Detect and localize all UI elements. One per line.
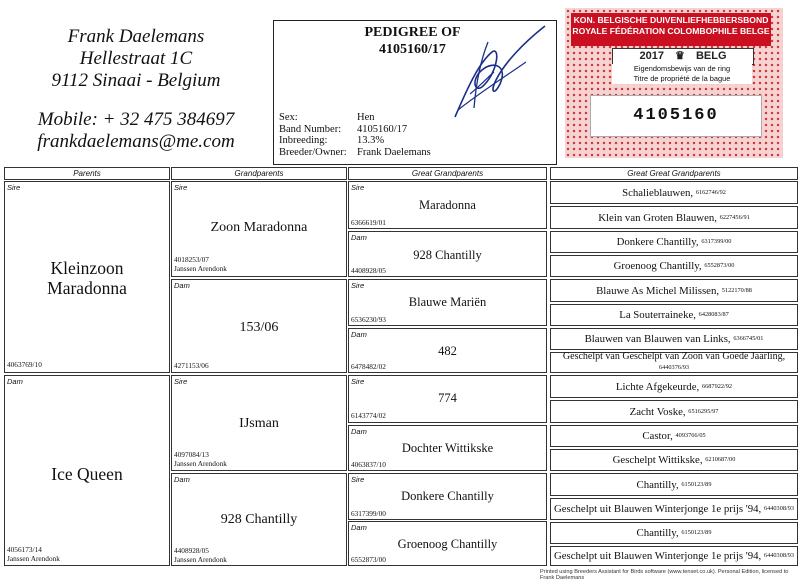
ggg-7-name: Blauwen van Blauwen van Links, <box>584 333 731 345</box>
ggg-6-name: La Souterraineke, <box>619 309 696 321</box>
ggg-9-name: Lichte Afgekeurde, <box>615 380 700 393</box>
ring-ownership <box>612 64 752 84</box>
great-grandparent-3 <box>348 279 547 326</box>
ggg-13-band: 6150123/89 <box>681 480 712 488</box>
ggg-14 <box>550 498 798 520</box>
ggg-10-name: Zacht Voske, <box>629 405 686 418</box>
great-grandparent-5-name: 774 <box>438 391 457 405</box>
ggg-11 <box>550 425 798 447</box>
great-grandparent-6-band: 4063837/10 <box>351 460 386 469</box>
parent-name <box>5 258 169 298</box>
ggg-12-band: 6210687/00 <box>705 456 736 463</box>
grandparent-3 <box>171 375 347 471</box>
grandparent-3-breeder: Janssen Arendonk <box>174 459 227 468</box>
ggg-5 <box>550 279 798 302</box>
ggg-3-band: 6317399/00 <box>701 238 732 245</box>
great-great-grandparents-column <box>550 181 798 566</box>
ggg-14-band: 6440308/93 <box>763 505 795 512</box>
sire-label: Sire <box>351 183 365 192</box>
great-grandparent-7-name: Donkere Chantilly <box>401 489 494 503</box>
dam-label: Dam <box>351 427 367 436</box>
dam-label: Dam <box>174 281 190 290</box>
ggg-11-band: 4093766/05 <box>675 432 706 439</box>
breeder-address <box>0 26 272 153</box>
grandparent-4-band: 4408928/05 <box>174 546 209 555</box>
sire-label: Sire <box>174 377 188 386</box>
ggg-9-band: 6687922/92 <box>701 382 733 390</box>
dam-label: Dam <box>351 233 367 242</box>
great-grandparent-4-name: 482 <box>438 344 457 358</box>
ring-org-french: ROYALE FÉDÉRATION COLOMBOPHILE BELGE <box>572 26 770 36</box>
ggg-10-band: 6516295/97 <box>688 407 719 415</box>
ggg-15 <box>550 522 798 544</box>
band-label: Band Number: <box>279 123 342 135</box>
ring-country: BELG <box>695 50 727 62</box>
great-grandparent-2-band: 4408928/05 <box>351 266 386 275</box>
pedigree-title-line2: 4105160/17 <box>379 42 446 57</box>
parent-dam-name: Ice Queen <box>51 464 123 484</box>
ggg-1 <box>550 181 798 204</box>
signature-scribble <box>430 22 550 132</box>
ggg-13 <box>550 473 798 496</box>
ggg-4 <box>550 255 798 277</box>
ggg-16 <box>550 546 798 566</box>
parent-sire-name-line1: Kleinzoon <box>50 258 124 278</box>
ggg-16-band: 6440308/93 <box>763 552 795 559</box>
great-grandparent-1 <box>348 181 547 229</box>
ggg-5-name: Blauwe As Michel Milissen, <box>596 284 720 297</box>
breeder-city: 9112 Sinaai - Belgium <box>51 70 221 91</box>
ggg-5-band: 5122170/88 <box>721 286 752 294</box>
great-grandparent-4-band: 6478482/02 <box>351 362 386 371</box>
pedigree-title-line1: PEDIGREE OF <box>364 25 461 40</box>
software-footer: Printed using Breeders Assistant for Birds software (www.tenset.co.uk). Personal Edition, licensed to Frank Daelemans <box>540 569 789 581</box>
sire-label: Sire <box>351 281 365 290</box>
sex-value: Hen <box>357 112 375 123</box>
grandparent-4-name: 928 Chantilly <box>220 512 298 527</box>
ggg-15-band: 6150123/89 <box>681 529 712 536</box>
ggg-3 <box>550 231 798 253</box>
header-grandparents: Grandparents <box>171 167 347 180</box>
ggg-4-band: 6552873/00 <box>704 262 735 269</box>
great-grandparent-8 <box>348 521 547 566</box>
dam-label: Dam <box>174 475 190 484</box>
breeder-email: frankdaelemans@me.com <box>37 131 235 152</box>
grandparent-3-name: IJsman <box>239 416 279 431</box>
great-grandparent-4 <box>348 328 547 373</box>
sire-label: Sire <box>351 475 365 484</box>
breeder-owner-label: Breeder/Owner: <box>279 146 347 158</box>
ggg-11-name: Castor, <box>642 430 673 442</box>
header-great-great-grandparents: Great Great Grandparents <box>550 167 798 180</box>
ring-year: 2017 <box>639 50 664 62</box>
dam-label: Dam <box>7 377 23 386</box>
sex-label: Sex: <box>279 112 298 123</box>
breeder-mobile: Mobile: + 32 475 384697 <box>37 109 235 130</box>
great-grandparent-6-name: Dochter Wittikske <box>401 441 494 455</box>
ring-owner-dutch: Eigendomsbewijs van de ring <box>633 64 731 73</box>
sire-label: Sire <box>7 183 21 192</box>
ggg-12-name: Geschelpt Wittikske, <box>612 454 703 466</box>
grandparent-1-band: 4018253/07 <box>174 255 209 264</box>
parent-sire-band: 4063769/10 <box>7 360 42 369</box>
great-grandparent-8-band: 6552873/00 <box>351 555 386 564</box>
pedigree-facts <box>279 112 431 158</box>
parent-dam-breeder: Janssen Arendonk <box>7 554 60 563</box>
ggg-1-name: Schalieblauwen, <box>622 186 694 199</box>
grandparent-4-breeder: Janssen Arendonk <box>174 555 227 564</box>
great-grandparent-2-name: 928 Chantilly <box>413 248 482 262</box>
grandparent-4 <box>171 473 347 566</box>
ggg-16-name: Geschelpt uit Blauwen Winterjonge 1e prijs '94, <box>553 550 762 562</box>
parent-sire <box>4 181 170 373</box>
ring-owner-french: Titre de propriété de la bague <box>633 73 731 83</box>
ggg-8-band: 6440376/93 <box>658 363 690 371</box>
ggg-15-name: Chantilly, <box>636 527 679 539</box>
crown-icon: ♛ <box>675 50 685 62</box>
ggg-2 <box>550 206 798 229</box>
ring-number: 4105160 <box>590 95 762 137</box>
great-grandparent-3-band: 6536230/93 <box>351 315 386 324</box>
ggg-9 <box>550 375 798 398</box>
grandparent-2-band: 4271153/06 <box>174 361 209 370</box>
ggg-1-band: 6162746/92 <box>695 188 726 196</box>
dam-label: Dam <box>351 523 367 532</box>
ring-certificate-header <box>571 13 771 46</box>
band-value: 4105160/17 <box>357 123 408 135</box>
ggg-10 <box>550 400 798 423</box>
ggg-6 <box>550 304 798 326</box>
ggg-6-band: 6428083/87 <box>698 311 729 318</box>
great-grandparent-7-band: 6317399/00 <box>351 509 386 518</box>
breeder-owner-value: Frank Daelemans <box>357 146 431 158</box>
ggg-3-name: Donkere Chantilly, <box>616 236 699 248</box>
header-parents: Parents <box>4 167 170 180</box>
grandparent-1-name: Zoon Maradonna <box>210 220 308 235</box>
header-great-grandparents: Great Grandparents <box>348 167 547 180</box>
inbreeding-value: 13.3% <box>357 135 385 147</box>
great-grandparent-5 <box>348 375 547 423</box>
ring-year-row <box>612 48 754 65</box>
parent-sire-name-line2: Maradonna <box>47 278 127 298</box>
great-grandparent-1-name: Maradonna <box>419 198 476 212</box>
dam-label: Dam <box>351 330 367 339</box>
ggg-7 <box>550 328 798 350</box>
grandparent-3-band: 4097084/13 <box>174 450 209 459</box>
grandparent-2-name: 153/06 <box>239 320 279 335</box>
inbreeding-label: Inbreeding: <box>279 135 328 147</box>
ggg-13-name: Chantilly, <box>636 478 679 491</box>
ggg-12 <box>550 449 798 471</box>
sire-label: Sire <box>174 183 188 192</box>
parent-dam <box>4 375 170 566</box>
great-grandparent-2 <box>348 231 547 277</box>
grandparent-2 <box>171 279 347 373</box>
great-grandparent-8-name: Groenoog Chantilly <box>397 537 498 551</box>
ggg-2-band: 6227456/91 <box>719 213 750 221</box>
great-grandparent-7 <box>348 473 547 520</box>
ring-org-dutch: KON. BELGISCHE DUIVENLIEFHEBBERSBOND <box>573 15 769 25</box>
great-grandparent-6 <box>348 425 547 471</box>
great-grandparent-3-name: Blauwe Mariën <box>408 295 487 309</box>
ggg-8-name: Geschelpt van Geschelpt van Zoon van Goede Jaarling, <box>562 350 786 362</box>
breeder-name: Frank Daelemans <box>67 26 205 47</box>
parent-dam-band: 4056173/14 <box>7 545 42 554</box>
great-grandparent-1-band: 6366619/01 <box>351 218 386 227</box>
ggg-8 <box>550 352 798 373</box>
breeder-street: Hellestraat 1C <box>79 48 193 69</box>
ggg-4-name: Groenoog Chantilly, <box>613 260 702 272</box>
sire-label: Sire <box>351 377 365 386</box>
ggg-7-band: 6366745/01 <box>733 335 764 342</box>
grandparent-1-breeder: Janssen Arendonk <box>174 264 227 273</box>
ggg-14-name: Geschelpt uit Blauwen Winterjonge 1e prijs '94, <box>553 503 762 515</box>
great-grandparent-5-band: 6143774/02 <box>351 411 386 420</box>
ggg-2-name: Klein van Groten Blauwen, <box>598 211 717 224</box>
grandparent-1 <box>171 181 347 277</box>
